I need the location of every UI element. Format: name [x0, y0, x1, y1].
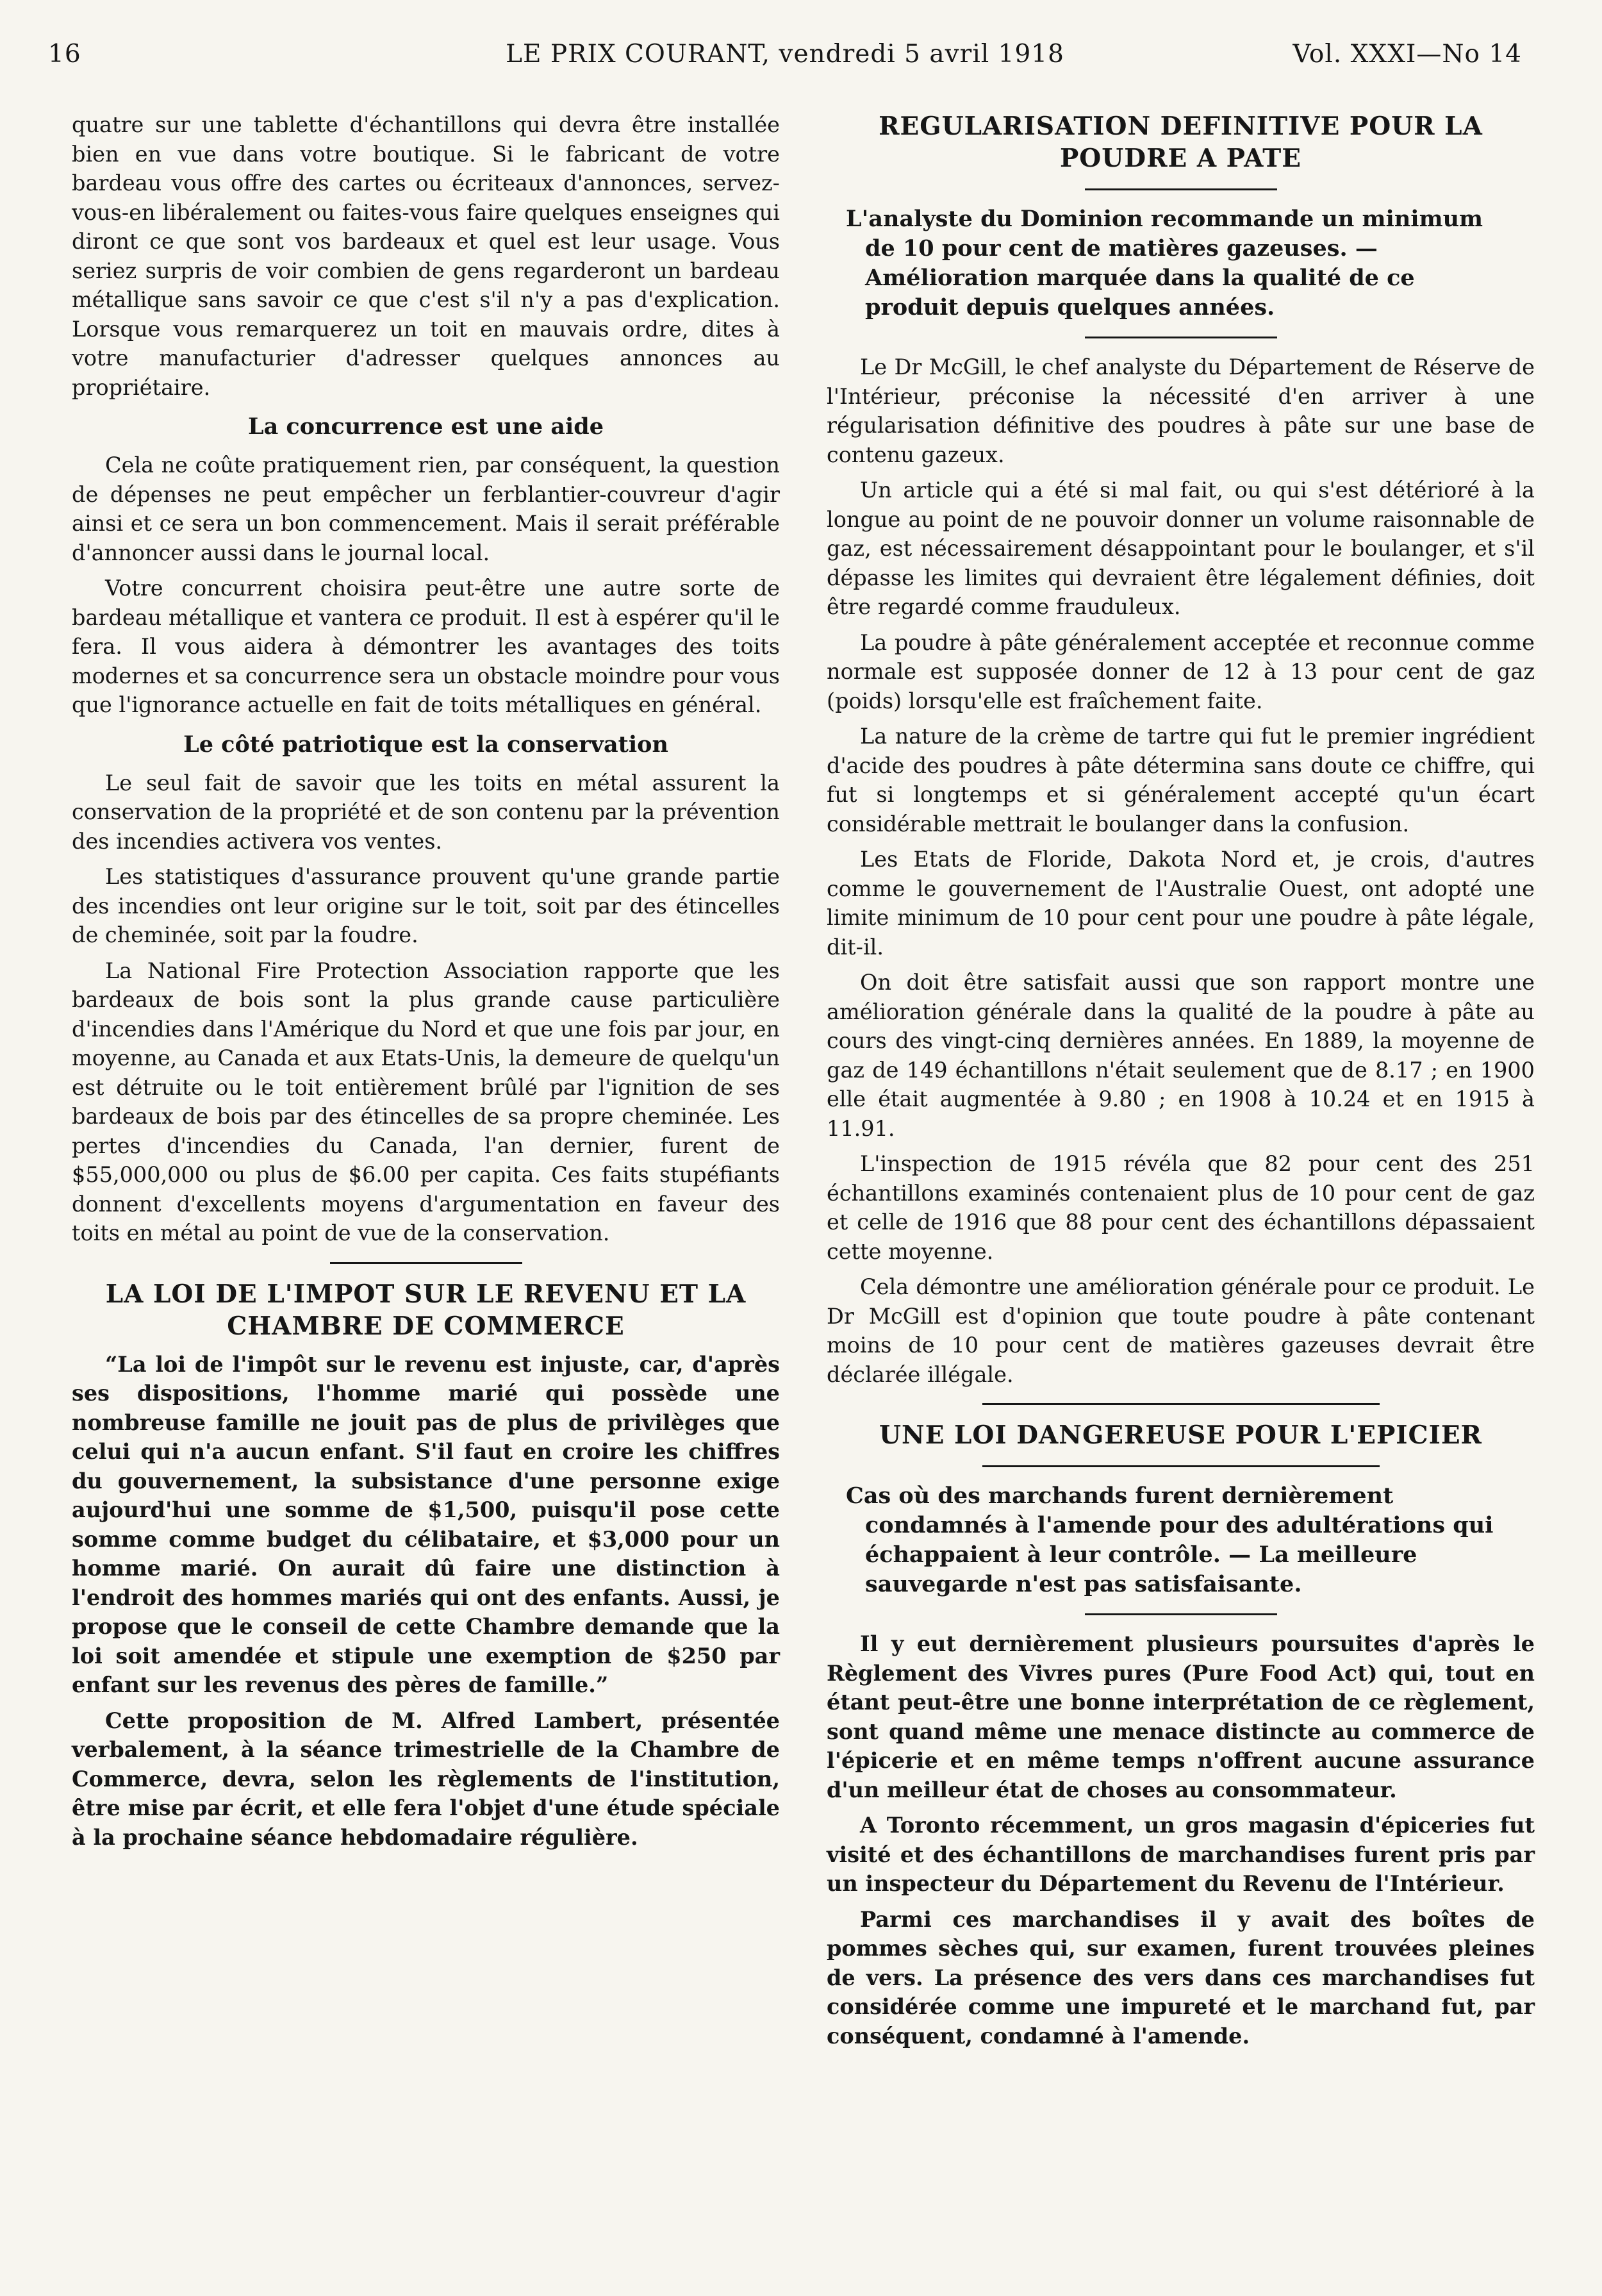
- divider: [982, 1403, 1380, 1405]
- intro-paragraph: quatre sur une tablette d'échantillons qui devra être installée bien en vue dans votre boutique. Si le fabricant de votre bardeau vous offre des cartes ou écriteaux d'annonces, servez-vous-en libéralement ou faites-vous faire quelques enseignes qui diront ce que sont vos bardeaux et quel est leur usage. Vous seriez surpris de voir combien de gens regarderont un bardeau métallique sans savoir ce que c'est s'il n'y a pas d'explication. Lorsque vous remarquerez un toit en mauvais ordre, dites à votre manufacturier d'adresser quelques annonces au propriétaire.: [72, 112, 780, 400]
- left-column: [72, 110, 780, 1858]
- paragraph: Cela démontre une amélioration générale pour ce produit. Le Dr McGill est d'opinion que toute poudre à pâte contenant moins de 10 pour cent de matières gazeuses devrait être déclarée illégale.: [827, 1274, 1535, 1387]
- section-heading: La concurrence est une aide: [247, 413, 604, 440]
- publication-title: LE PRIX COURANT, vendredi 5 avril 1918: [506, 40, 1064, 69]
- article-deck: L'analyste du Dominion recommande un minimum de 10 pour cent de matières gazeuses. — Amélioration marquée dans la qualité de ce produit depuis quelques années.: [846, 206, 1483, 320]
- paragraph: Il y eut dernièrement plusieurs poursuites d'après le Règlement des Vivres pures (Pure Food Act) qui, tout en étant peut-être une bonne interprétation de ce règlement, sont quand même une menace distincte au commerce de l'épicerie et en même temps n'offrent aucune assurance d'un meilleur état de choses au consommateur.: [827, 1631, 1535, 1802]
- paragraph: A Toronto récemment, un gros magasin d'épiceries fut visité et des échantillons de marchandises furent pris par un inspecteur du Département du Revenu de l'Intérieur.: [827, 1813, 1535, 1896]
- paragraph: Les Etats de Floride, Dakota Nord et, je crois, d'autres comme le gouvernement de l'Australie Ouest, ont adopté une limite minimum de 10 pour cent pour une poudre à pâte légale, dit-il.: [827, 847, 1535, 960]
- divider: [1085, 188, 1277, 190]
- paragraph: Le seul fait de savoir que les toits en métal assurent la conservation de la propriété et de son contenu par la prévention des incendies activera vos ventes.: [72, 770, 780, 854]
- right-column: [827, 110, 1535, 2057]
- divider: [1085, 1613, 1277, 1615]
- paragraph: La poudre à pâte généralement acceptée et reconnue comme normale est supposée donner de 12 à 13 pour cent de gaz (poids) lorsqu'elle est fraîchement faite.: [827, 629, 1535, 713]
- article-deck: Cas où des marchands furent dernièrement condamnés à l'amende pour des adultérations qui échappaient à leur contrôle. — La meilleure sauvegarde n'est pas satisfaisante.: [846, 1483, 1494, 1597]
- paragraph: L'inspection de 1915 révéla que 82 pour cent des 251 échantillons examinés contenaient plus de 10 pour cent de gaz et celle de 1916 que 88 pour cent des échantillons dépassaient cette moyenne.: [827, 1151, 1535, 1264]
- page-number: 16: [48, 40, 81, 69]
- section-heading: Le côté patriotique est la conservation: [183, 731, 668, 758]
- article-title: UNE LOI DANGEREUSE POUR L'EPICIER: [879, 1420, 1482, 1450]
- paragraph: Cela ne coûte pratiquement rien, par conséquent, la question de dépenses ne peut empêcher un ferblantier-couvreur d'agir ainsi et ce sera un bon commencement. Mais il serait préférable d'annoncer aussi dans le journal local.: [72, 453, 780, 565]
- page-header: [48, 40, 1522, 85]
- article-title: LA LOI DE L'IMPOT SUR LE REVENU ET LA CHAMBRE DE COMMERCE: [105, 1279, 747, 1341]
- paragraph: La National Fire Protection Association rapporte que les bardeaux de bois sont la plus grande cause particulière d'incendies dans l'Amérique du Nord et que une fois par jour, en moyenne, au Canada et aux Etats-Unis, la demeure de quelqu'un est détruite ou le toit entièrement brûlé par l'ignition de ses bardeaux de bois par des étincelles de sa propre cheminée. Les pertes d'incendies du Canada, l'an dernier, furent de $55,000,000 ou plus de $6.00 per capita. Ces faits stupéfiants donnent d'excellents moyens d'argumentation en faveur des toits en métal au point de vue de la conservation.: [72, 958, 780, 1245]
- paragraph: Parmi ces marchandises il y avait des boîtes de pommes sèches qui, sur examen, furent trouvées pleines de vers. La présence des vers dans ces marchandises fut considérée comme une impureté et le marchand fut, par conséquent, condamné à l'amende.: [827, 1906, 1535, 2049]
- divider: [1085, 337, 1277, 338]
- article-title: REGULARISATION DEFINITIVE POUR LA POUDRE A PATE: [879, 112, 1483, 173]
- paragraph: Votre concurrent choisira peut-être une autre sorte de bardeau métallique et vantera ce produit. Il est à espérer qu'il le fera. Il vous aidera à démontrer les avantages des toits modernes et sa concurrence sera un obstacle moindre pour vous que l'ignorance actuelle en fait de toits métalliques en général.: [72, 576, 780, 717]
- paragraph: “La loi de l'impôt sur le revenu est injuste, car, d'après ses dispositions, l'homme marié qui possède une nombreuse famille ne jouit pas de plus de privilèges que celui qui n'a aucun enfant. S'il faut en croire les chiffres du gouvernement, la subsistance d'une personne exige aujourd'hui une somme de $1,500, puisqu'il pose cette somme comme budget du célibataire, et $3,000 pour un homme marié. On aurait dû faire une distinction à l'endroit des hommes mariés qui ont des enfants. Aussi, je propose que le conseil de cette Chambre demande que la loi soit amendée et stipule une exemption de $250 par enfant sur les revenus des pères de famille.”: [72, 1351, 780, 1697]
- divider: [330, 1262, 522, 1264]
- paragraph: Cette proposition de M. Alfred Lambert, présentée verbalement, à la séance trimestrielle de la Chambre de Commerce, devra, selon les règlements de l'institution, être mise par écrit, et elle fera l'objet d'une étude spéciale à la prochaine séance hebdomadaire régulière.: [72, 1708, 780, 1850]
- paragraph: La nature de la crème de tartre qui fut le premier ingrédient d'acide des poudres à pâte détermina sans doute ce chiffre, qui fut si longtemps et si généralement accepté qu'un écart considérable mettrait le boulanger dans la confusion.: [827, 724, 1535, 836]
- paragraph: Les statistiques d'assurance prouvent qu'une grande partie des incendies ont leur origine sur le toit, soit par des étincelles de cheminée, soit par la foudre.: [72, 864, 780, 947]
- paragraph: On doit être satisfait aussi que son rapport montre une amélioration générale dans la qualité de la poudre à pâte au cours des vingt-cinq dernières années. En 1889, la moyenne de gaz de 149 échantillons n'était seulement que de 8.17 ; en 1900 elle était augmentée à 9.80 ; en 1908 à 10.24 et en 1915 à 11.91.: [827, 970, 1535, 1141]
- paragraph: Le Dr McGill, le chef analyste du Département de Réserve de l'Intérieur, préconise la nécessité d'en arriver à une régularisation définitive des poudres à pâte sur une base de contenu gazeux.: [827, 354, 1535, 467]
- volume-number: Vol. XXXI—No 14: [1292, 40, 1522, 69]
- paragraph: Un article qui a été si mal fait, ou qui s'est détérioré à la longue au point de ne pouvoir donner un volume raisonnable de gaz, est nécessairement désappointant pour le boulanger, et s'il dépasse les limites qui devraient être légalement définies, doit être regardé comme frauduleux.: [827, 478, 1535, 619]
- divider: [982, 1465, 1380, 1467]
